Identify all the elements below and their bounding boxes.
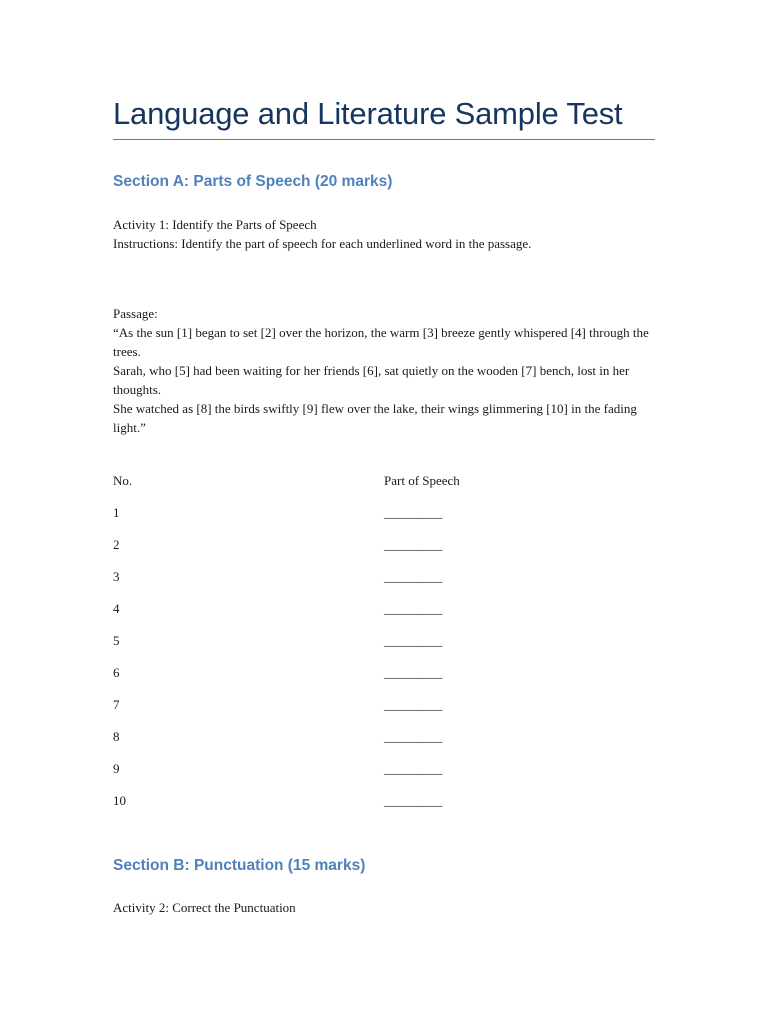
answer-blank: _________ [384,729,443,744]
row-number: 1 [113,505,120,520]
answer-table [113,471,658,823]
row-number: 8 [113,729,120,744]
section-a-heading: Section A: Parts of Speech (20 marks) [113,173,393,190]
title-underline-rule [113,139,655,140]
table-row [113,727,658,759]
table-header-row [113,471,658,503]
answer-blank: _________ [384,569,443,584]
answer-blank: _________ [384,761,443,776]
section-b-intro [113,898,658,917]
activity-2-label: Activity 2: Correct the Punctuation [113,900,296,915]
table-row [113,599,658,631]
answer-blank: _________ [384,537,443,552]
section-b-heading: Section B: Punctuation (15 marks) [113,857,366,874]
table-row [113,567,658,599]
passage-line: She watched as [8] the birds swiftly [9] flew over the lake, their wings glimmering [10] in the fading light.” [113,401,637,435]
row-number: 5 [113,633,120,648]
column-header-part-of-speech: Part of Speech [384,473,460,488]
answer-blank: _________ [384,665,443,680]
activity-1-label: Activity 1: Identify the Parts of Speech [113,217,317,232]
table-row [113,535,658,567]
table-row [113,791,658,823]
table-row [113,631,658,663]
passage-label: Passage: [113,306,158,321]
row-number: 2 [113,537,120,552]
row-number: 10 [113,793,126,808]
answer-blank: _________ [384,633,443,648]
answer-blank: _________ [384,697,443,712]
row-number: 6 [113,665,120,680]
column-header-no: No. [113,473,133,488]
section-a-intro [113,215,658,253]
table-row [113,503,658,535]
row-number: 4 [113,601,120,616]
row-number: 7 [113,697,120,712]
answer-blank: _________ [384,601,443,616]
table-row [113,759,658,791]
table-row [113,663,658,695]
answer-blank: _________ [384,505,443,520]
instructions-text: Instructions: Identify the part of speech for each underlined word in the passage. [113,236,532,251]
table-row [113,695,658,727]
row-number: 9 [113,761,120,776]
passage-block [113,304,658,437]
row-number: 3 [113,569,120,584]
passage-line: Sarah, who [5] had been waiting for her friends [6], sat quietly on the wooden [7] bench, lost in her thoughts. [113,363,630,397]
passage-line: “As the sun [1] began to set [2] over the horizon, the warm [3] breeze gently whispered [4] through the trees. [113,325,649,359]
page-title: Language and Literature Sample Test [113,96,623,131]
answer-blank: _________ [384,793,443,808]
